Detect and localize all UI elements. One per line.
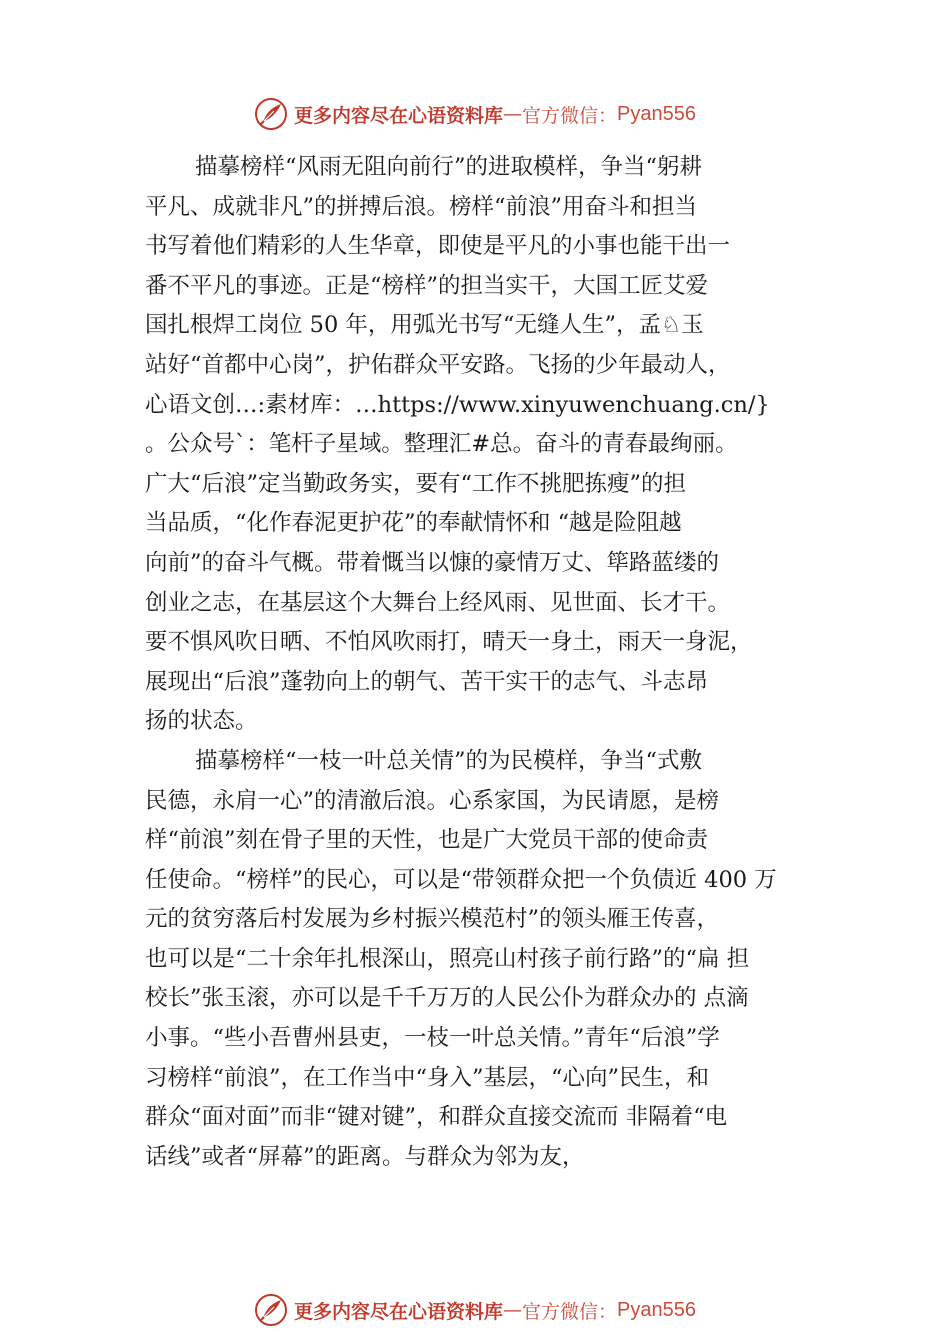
text-line: 也可以是“二十余年扎根深山，照亮山村孩子前行路”的“扁 担	[145, 945, 750, 972]
text-line: 广大“后浪”定当勤政务实，要有“工作不挑肥拣瘦”的担	[145, 470, 687, 497]
text-line: 要不惧风吹日晒、不怕风吹雨打，晴天一身土，雨天一身泥，	[145, 629, 753, 656]
text-line: 国扎根焊工岗位 50 年，用弧光书写“无缝人生”，孟♘玉	[145, 312, 704, 339]
text-line: 心语文创…:素材库：…https://www.xinyuwenchuang.cn/}	[145, 391, 770, 418]
paragraph-2	[145, 742, 835, 1178]
text-line: 群众“面对面”而非“键对键”，和群众直接交流而 非隔着“电	[145, 1104, 728, 1131]
text-line: 。公众号`：笔杆子星域。整理汇#总。奋斗的青春最绚丽。	[145, 431, 738, 458]
text-line: 校长”张玉滚，亦可以是千千万万的人民公仆为群众办的 点滴	[145, 985, 749, 1012]
text-line: 描摹榜样“风雨无阻向前行”的进取模样，争当“躬耕	[195, 154, 703, 180]
watermark-dash: —	[503, 103, 523, 125]
watermark-brand-text: 更多内容尽在心语资料库	[294, 1300, 504, 1323]
watermark-dash: —	[503, 1299, 523, 1321]
text-line: 站好“首都中心岗”，护佑群众平安路。飞扬的少年最动人，	[145, 351, 731, 378]
text-line: 描摹榜样“一枝一叶总关情”的为民模样，争当“式敷	[195, 747, 703, 774]
text-line: 民德，永肩一心”的清澈后浪。心系家国，为民请愿，是榜	[145, 787, 720, 814]
text-line: 习榜样“前浪”，在工作当中“身入”基层，“心向”民生，和	[145, 1064, 710, 1091]
document-body	[145, 148, 835, 1177]
paragraph-1	[145, 148, 835, 742]
text-line: 创业之志，在基层这个大舞台上经风雨、见世面、长才干。	[145, 589, 731, 616]
text-line: 展现出“后浪”蓬勃向上的朝气、苦干实干的志气、斗志昂	[145, 668, 709, 695]
header-watermark	[0, 94, 950, 134]
text-line: 扬的状态。	[145, 708, 258, 735]
watermark-wechat-label: 官方微信：	[522, 104, 618, 127]
text-line: 任使命。“榜样”的民心，可以是“带领群众把一个负债近 400 万	[145, 866, 777, 893]
text-line: 当品质，“化作春泥更护花”的奉献情怀和 “越是险阻越	[145, 510, 682, 537]
text-line: 书写着他们精彩的人生华章，即使是平凡的小事也能干出一	[145, 233, 731, 260]
text-line: 话线”或者“屏幕”的距离。与群众为邻为友，	[145, 1143, 585, 1170]
text-line: 样“前浪”刻在骨子里的天性，也是广大党员干部的使命责	[145, 827, 709, 854]
feather-quill-logo-icon	[254, 1293, 288, 1327]
watermark-wechat-label: 官方微信：	[522, 1300, 618, 1323]
watermark-wechat-id: Pyan556	[617, 102, 696, 125]
text-line: 小事。“些小吾曹州县吏，一枝一叶总关情。”青年“后浪”学	[145, 1025, 720, 1052]
text-line: 番不平凡的事迹。正是“榜样”的担当实干，大国工匠艾爱	[145, 272, 709, 299]
text-line: 元的贫穷落后村发展为乡村振兴模范村”的领头雁王传喜，	[145, 906, 720, 933]
text-line: 向前”的奋斗气概。带着慨当以慷的豪情万丈、筚路蓝缕的	[145, 549, 720, 576]
watermark-wechat-id: Pyan556	[617, 1298, 696, 1321]
feather-quill-logo-icon	[254, 97, 288, 131]
text-line: 平凡、成就非凡”的拼搏后浪。榜样“前浪”用奋斗和担当	[145, 193, 698, 220]
footer-watermark	[0, 1290, 950, 1330]
watermark-brand-text: 更多内容尽在心语资料库	[294, 104, 504, 127]
